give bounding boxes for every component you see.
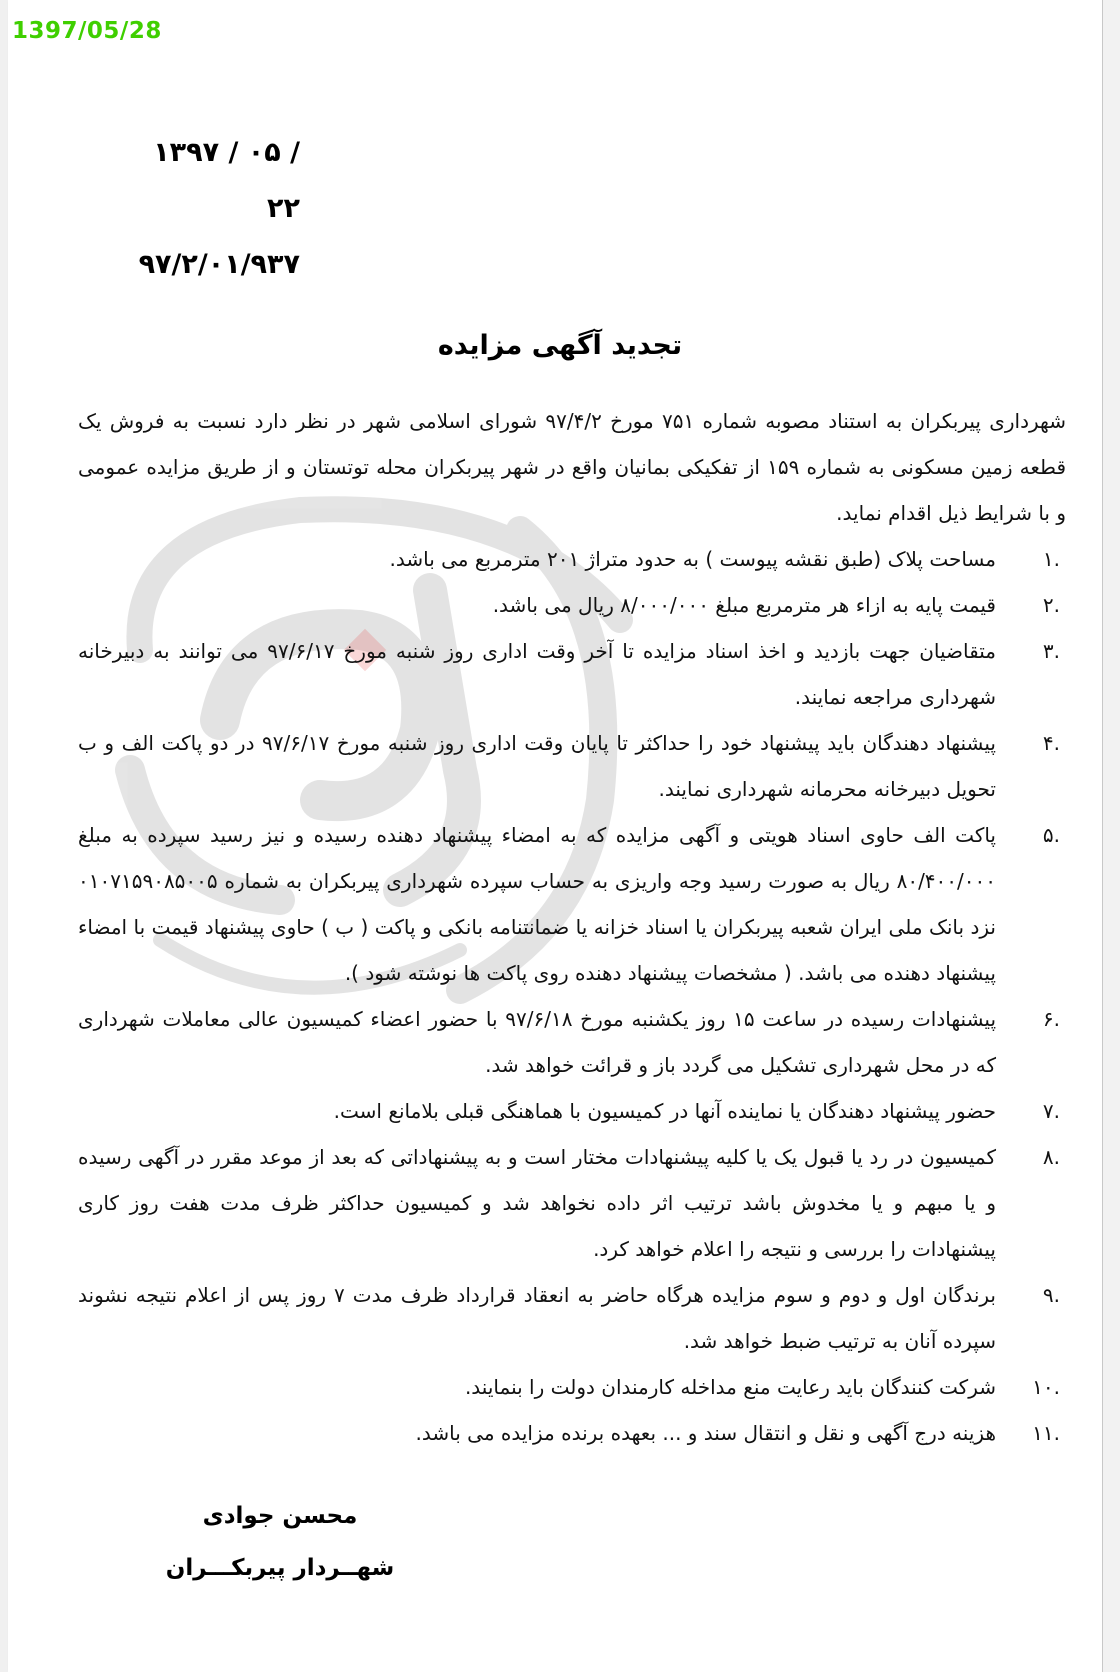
item-text: پیشنهاد دهندگان باید پیشنهاد خود را حداکثر تا پایان وقت اداری روز شنبه مورخ ۹۷/۶/۱۷ در دو پاکت الف و ب تحویل دبیرخانه محرمانه شهرداری نمایند.: [78, 731, 997, 801]
reference-date: ۱۳۹۷ / ۰۵ / ۲۲: [153, 137, 300, 224]
item-text: برندگان اول و دوم و سوم مزایده هرگاه حاضر به انعقاد قرارداد ظرف مدت ۷ روز پس از اعلام نتیجه نشوند سپرده آنان به ترتیب ضبط خواهد شد.: [78, 1283, 996, 1353]
item-number: .۹: [1042, 1283, 1060, 1307]
item-number: .۵: [1042, 823, 1060, 847]
item-text: هزینه درج آگهی و نقل و انتقال سند و ... بعهده برنده مزایده می باشد.: [415, 1421, 996, 1445]
item-text: حضور پیشنهاد دهندگان یا نماینده آنها در کمیسیون با هماهنگی قبلی بلامانع است.: [333, 1099, 996, 1123]
item-number: .۱۰: [1032, 1375, 1060, 1399]
list-item: [78, 812, 1066, 996]
item-number: .۲: [1042, 593, 1060, 617]
intro-paragraph: شهرداری پیربکران به استناد مصوبه شماره ۷۵۱ مورخ ۹۷/۴/۲ شورای اسلامی شهر در نظر دارد نسبت به فروش یک قطعه زمین مسکونی به شماره ۱۵۹ از تفکیکی بمانیان واقع در شهر پیربکران محله توتستان و از طریق مزایده عمومی و با شرایط ذیل اقدام نماید.: [78, 409, 1067, 525]
viewer-right-edge: [1103, 0, 1120, 1672]
list-item: [78, 720, 1066, 812]
list-item: [78, 582, 1066, 628]
list-item: [78, 1134, 1066, 1272]
list-item: [78, 536, 1066, 582]
item-number: .۶: [1042, 1007, 1060, 1031]
list-item: [78, 1364, 1066, 1410]
notice-body: [78, 398, 1066, 1456]
item-text: متقاضیان جهت بازدید و اخذ اسناد مزایده تا آخر وقت اداری روز شنبه مورخ ۹۷/۶/۱۷ می توانند به دبیرخانه شهرداری مراجعه نمایند.: [78, 639, 996, 709]
reference-number: ۹۷/۲/۰۱/۹۳۷: [138, 249, 300, 280]
item-text: پاکت الف حاوی اسناد هویتی و آگهی مزایده که به امضاء پیشنهاد دهنده رسیده و نیز رسید سپرده به مبلغ ۸۰/۴۰۰/۰۰۰ ریال به صورت رسید وجه واریزی به حساب سپرده شهرداری پیربکران به شماره ۰۱۰۷۱۵۹۰۸۵۰۰۵ نزد بانک ملی ایران شعبه پیربکران یا اسناد خزانه یا ضمانتنامه بانکی و پاکت ( ب ) حاوی پیشنهاد قیمت با امضاء پیشنهاد دهنده می باشد. ( مشخصات پیشنهاد دهنده روی پاکت ها نوشته شود ).: [78, 823, 996, 985]
item-number: .۷: [1042, 1099, 1060, 1123]
item-number: .۸: [1042, 1145, 1060, 1169]
item-number: .۱۱: [1032, 1421, 1060, 1445]
signature-block: [150, 1490, 410, 1594]
list-item: [78, 628, 1066, 720]
list-item: [78, 1088, 1066, 1134]
stamp-date: 1397/05/28: [12, 18, 162, 44]
list-item: [78, 1410, 1066, 1456]
item-number: .۱: [1042, 547, 1060, 571]
item-text: مساحت پلاک (طبق نقشه پیوست ) به حدود متراژ ۲۰۱ مترمربع می باشد.: [389, 547, 996, 571]
item-text: شرکت کنندگان باید رعایت منع مداخله کارمندان دولت را بنمایند.: [464, 1375, 996, 1399]
item-text: پیشنهادات رسیده در ساعت ۱۵ روز یکشنبه مورخ ۹۷/۶/۱۸ با حضور اعضاء کمیسیون عالی معاملات شهرداری که در محل شهرداری تشکیل می گردد باز و قرائت خواهد شد.: [78, 1007, 997, 1077]
item-text: قیمت پایه به ازاء هر مترمربع مبلغ ۸/۰۰۰/۰۰۰ ریال می باشد.: [492, 593, 996, 617]
item-text: کمیسیون در رد یا قبول یک یا کلیه پیشنهادات مختار است و به پیشنهاداتی که بعد از موعد مقرر در آگهی رسیده و یا مبهم و یا مخدوش باشد ترتیب اثر داده نخواهد شد و کمیسیون حداکثر ظرف مدت هفت روز کاری پیشنهادات را بررسی و نتیجه را اعلام خواهد کرد.: [78, 1145, 996, 1261]
page-title: تجدید آگهی مزایده: [437, 330, 683, 361]
list-item: [78, 1272, 1066, 1364]
signatory-name: محسن جوادی: [202, 1503, 358, 1529]
signatory-position: شهــردار پیربکـــران: [165, 1555, 395, 1581]
reference-block: [130, 125, 300, 293]
conditions-list: [78, 536, 1066, 1456]
list-item: [78, 996, 1066, 1088]
item-number: .۳: [1042, 639, 1060, 663]
item-number: .۴: [1042, 731, 1060, 755]
